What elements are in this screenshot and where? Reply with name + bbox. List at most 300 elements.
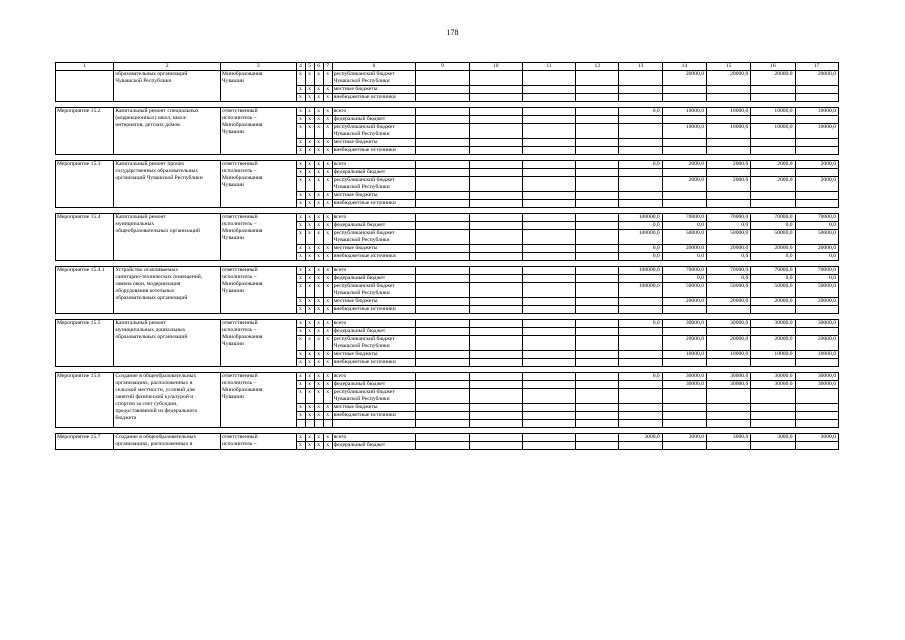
- value-cell: [707, 86, 751, 94]
- value-cell: [576, 420, 619, 428]
- value-cell: 3000,0: [795, 434, 838, 442]
- value-cell: [576, 131, 619, 139]
- value-cell: 2000,0: [795, 161, 838, 169]
- value-cell: [707, 420, 751, 428]
- code-cell: x: [296, 328, 305, 336]
- value-cell: [469, 131, 522, 139]
- code-cell: x: [323, 320, 332, 328]
- code-cell: x: [296, 222, 305, 230]
- executor: [221, 161, 296, 208]
- value-cell: [619, 290, 662, 298]
- value-cell: [576, 94, 619, 102]
- code-cell: x: [305, 86, 314, 94]
- value-cell: 100000,0: [619, 283, 662, 291]
- value-cell: [751, 131, 795, 139]
- funding-source: Чувашской Республики: [332, 343, 416, 351]
- executor-line: исполнитель –: [222, 168, 257, 174]
- value-cell: [795, 290, 838, 298]
- value-cell: [469, 306, 522, 314]
- value-cell: 3000,0: [662, 434, 706, 442]
- code-cell: x: [323, 124, 332, 132]
- code-cell: x: [296, 373, 305, 381]
- value-cell: [522, 442, 575, 450]
- value-cell: [469, 396, 522, 404]
- value-cell: [469, 434, 522, 442]
- code-cell: [305, 343, 314, 351]
- value-cell: 70000,0: [707, 267, 751, 275]
- code-cell: x: [314, 359, 323, 367]
- value-cell: [795, 396, 838, 404]
- code-cell: x: [296, 94, 305, 102]
- code-cell: x: [296, 359, 305, 367]
- funding-source: внебюджетные источники: [332, 200, 416, 208]
- value-cell: [751, 86, 795, 94]
- value-cell: [469, 420, 522, 428]
- value-cell: [619, 343, 662, 351]
- value-cell: [416, 230, 469, 238]
- value-cell: [751, 442, 795, 450]
- measure-name-line: предоставляемой из федерального: [115, 408, 198, 414]
- executor-line: исполнитель –: [222, 441, 257, 447]
- measure-name: [114, 71, 221, 102]
- code-cell: x: [296, 200, 305, 208]
- value-cell: [576, 161, 619, 169]
- header-cell: 12: [576, 63, 619, 71]
- code-cell: [305, 131, 314, 139]
- funding-source: республиканский бюджет: [332, 71, 416, 79]
- executor-line: Минобразования: [222, 334, 263, 340]
- executor-line: Минобразования: [222, 387, 263, 393]
- value-cell: [522, 343, 575, 351]
- value-cell: [662, 343, 706, 351]
- value-cell: [576, 184, 619, 192]
- code-cell: [323, 396, 332, 404]
- funding-source: Чувашской Республики: [332, 184, 416, 192]
- value-cell: [795, 131, 838, 139]
- value-cell: [619, 328, 662, 336]
- value-cell: [751, 184, 795, 192]
- value-cell: 30000,0: [795, 373, 838, 381]
- value-cell: [522, 351, 575, 359]
- value-cell: [662, 184, 706, 192]
- code-cell: x: [314, 275, 323, 283]
- value-cell: [751, 139, 795, 147]
- code-cell: x: [305, 177, 314, 185]
- funding-source: внебюджетные источники: [332, 306, 416, 314]
- code-cell: x: [314, 389, 323, 397]
- value-cell: 50000,0: [751, 230, 795, 238]
- value-cell: 30000,0: [707, 320, 751, 328]
- value-cell: 20000,0: [707, 71, 751, 79]
- code-cell: x: [323, 389, 332, 397]
- value-cell: [751, 116, 795, 124]
- code-cell: [314, 420, 323, 428]
- executor-line: Минобразования: [222, 228, 263, 234]
- value-cell: [662, 131, 706, 139]
- value-cell: [416, 78, 469, 86]
- header-cell: 17: [795, 63, 838, 71]
- value-cell: [795, 237, 838, 245]
- value-cell: [707, 147, 751, 155]
- value-cell: [619, 86, 662, 94]
- value-cell: [751, 359, 795, 367]
- value-cell: [795, 192, 838, 200]
- value-cell: 20000,0: [795, 336, 838, 344]
- code-cell: x: [296, 147, 305, 155]
- value-cell: 2000,0: [795, 177, 838, 185]
- value-cell: 50000,0: [707, 283, 751, 291]
- value-cell: [469, 373, 522, 381]
- executor-line: Чувашии: [222, 235, 244, 241]
- measure-name-line: сельской местности, условий для: [115, 387, 195, 393]
- value-cell: [522, 237, 575, 245]
- code-cell: x: [305, 147, 314, 155]
- code-cell: x: [305, 124, 314, 132]
- value-cell: [469, 71, 522, 79]
- value-cell: [662, 412, 706, 420]
- value-cell: [522, 336, 575, 344]
- value-cell: [576, 396, 619, 404]
- value-cell: 30000,0: [662, 373, 706, 381]
- value-cell: [576, 245, 619, 253]
- value-cell: [576, 359, 619, 367]
- funding-source: республиканский бюджет: [332, 389, 416, 397]
- code-cell: x: [323, 412, 332, 420]
- funding-source: республиканский бюджет: [332, 336, 416, 344]
- value-cell: 0,0: [619, 108, 662, 116]
- value-cell: [576, 78, 619, 86]
- code-cell: x: [296, 306, 305, 314]
- code-cell: x: [323, 336, 332, 344]
- value-cell: [707, 200, 751, 208]
- measure-name-line: Создание в общеобразовательных: [115, 373, 197, 379]
- measure-name: [114, 373, 221, 428]
- value-cell: [522, 200, 575, 208]
- code-cell: x: [323, 222, 332, 230]
- value-cell: [619, 116, 662, 124]
- executor-line: ответственный: [222, 373, 258, 379]
- value-cell: [416, 131, 469, 139]
- code-cell: [323, 237, 332, 245]
- header-cell: 15: [707, 63, 751, 71]
- value-cell: [619, 184, 662, 192]
- value-cell: 70000,0: [751, 267, 795, 275]
- value-cell: [576, 442, 619, 450]
- code-cell: [314, 184, 323, 192]
- funding-source: федеральный бюджет: [332, 381, 416, 389]
- code-cell: x: [296, 108, 305, 116]
- code-cell: x: [323, 434, 332, 442]
- value-cell: 10000,0: [707, 351, 751, 359]
- value-cell: [469, 298, 522, 306]
- code-cell: [314, 237, 323, 245]
- code-cell: x: [314, 108, 323, 116]
- value-cell: 20000,0: [795, 71, 838, 79]
- measure-name-line: образовательных организаций: [115, 334, 188, 340]
- value-cell: [751, 412, 795, 420]
- header-cell: 9: [416, 63, 469, 71]
- value-cell: [795, 328, 838, 336]
- value-cell: [619, 396, 662, 404]
- measure-name: [114, 108, 221, 155]
- code-cell: x: [296, 336, 305, 344]
- value-cell: [795, 78, 838, 86]
- value-cell: [707, 442, 751, 450]
- code-cell: x: [314, 336, 323, 344]
- header-cell: 3: [221, 63, 296, 71]
- code-cell: x: [314, 306, 323, 314]
- value-cell: [469, 351, 522, 359]
- value-cell: [416, 320, 469, 328]
- value-cell: [576, 389, 619, 397]
- value-cell: [576, 275, 619, 283]
- value-cell: [795, 306, 838, 314]
- value-cell: 2000,0: [707, 177, 751, 185]
- header-cell: 2: [114, 63, 221, 71]
- value-cell: [522, 116, 575, 124]
- value-cell: 10000,0: [795, 124, 838, 132]
- header-cell: 8: [332, 63, 416, 71]
- value-cell: [469, 78, 522, 86]
- value-cell: 0,0: [795, 253, 838, 261]
- value-cell: [795, 404, 838, 412]
- value-cell: [576, 230, 619, 238]
- value-cell: [576, 116, 619, 124]
- code-cell: x: [314, 245, 323, 253]
- executor-line: Чувашии: [222, 129, 244, 135]
- code-cell: [296, 290, 305, 298]
- code-cell: x: [305, 359, 314, 367]
- value-cell: [619, 420, 662, 428]
- value-cell: 2000,0: [751, 177, 795, 185]
- value-cell: [619, 404, 662, 412]
- code-cell: x: [305, 192, 314, 200]
- code-cell: x: [323, 298, 332, 306]
- measure-name-line: организациях, расположенных в: [115, 441, 193, 447]
- value-cell: [469, 116, 522, 124]
- value-cell: [416, 214, 469, 222]
- value-cell: [522, 108, 575, 116]
- value-cell: [795, 169, 838, 177]
- measure-code: Мероприятие 15.4.1: [56, 267, 114, 314]
- code-cell: x: [323, 442, 332, 450]
- measure-name-line: образовательных организаций: [115, 295, 188, 301]
- value-cell: 10000,0: [707, 124, 751, 132]
- code-cell: x: [305, 389, 314, 397]
- value-cell: [662, 306, 706, 314]
- value-cell: 0,0: [707, 222, 751, 230]
- value-cell: [619, 359, 662, 367]
- funding-source: федеральный бюджет: [332, 442, 416, 450]
- funding-source: республиканский бюджет: [332, 177, 416, 185]
- value-cell: 10000,0: [795, 351, 838, 359]
- code-cell: x: [314, 253, 323, 261]
- value-cell: 30000,0: [662, 381, 706, 389]
- value-cell: [795, 420, 838, 428]
- header-cell: 6: [314, 63, 323, 71]
- code-cell: x: [323, 230, 332, 238]
- funding-source: Чувашской Республики: [332, 237, 416, 245]
- value-cell: [576, 108, 619, 116]
- value-cell: 70000,0: [662, 214, 706, 222]
- value-cell: [522, 404, 575, 412]
- value-cell: [576, 267, 619, 275]
- value-cell: [416, 169, 469, 177]
- financing-table: [55, 62, 839, 450]
- funding-source: местные бюджеты: [332, 139, 416, 147]
- header-cell: 11: [522, 63, 575, 71]
- value-cell: [662, 389, 706, 397]
- value-cell: 10000,0: [751, 124, 795, 132]
- code-cell: x: [314, 71, 323, 79]
- value-cell: [662, 359, 706, 367]
- value-cell: [662, 396, 706, 404]
- code-cell: x: [323, 359, 332, 367]
- value-cell: 2000,0: [662, 177, 706, 185]
- code-cell: x: [296, 404, 305, 412]
- code-cell: [305, 237, 314, 245]
- code-cell: x: [323, 169, 332, 177]
- executor: [221, 320, 296, 367]
- executor-line: ответственный: [222, 434, 258, 440]
- value-cell: 3000,0: [619, 434, 662, 442]
- code-cell: [305, 184, 314, 192]
- value-cell: 20000,0: [662, 298, 706, 306]
- funding-source: внебюджетные источники: [332, 359, 416, 367]
- value-cell: [469, 343, 522, 351]
- value-cell: [522, 192, 575, 200]
- measure-name-line: муниципальных: [115, 221, 155, 227]
- table-row: [56, 434, 839, 442]
- executor-line: ответственный: [222, 108, 258, 114]
- value-cell: [751, 290, 795, 298]
- value-cell: [522, 177, 575, 185]
- code-cell: x: [305, 116, 314, 124]
- value-cell: 2000,0: [751, 161, 795, 169]
- value-cell: [469, 290, 522, 298]
- value-cell: [619, 389, 662, 397]
- value-cell: [576, 147, 619, 155]
- code-cell: x: [305, 94, 314, 102]
- executor: [221, 434, 296, 450]
- value-cell: [707, 396, 751, 404]
- code-cell: x: [305, 351, 314, 359]
- value-cell: [416, 389, 469, 397]
- value-cell: [751, 94, 795, 102]
- value-cell: 10000,0: [662, 124, 706, 132]
- measure-name-line: Капитальный ремонт: [115, 214, 166, 220]
- funding-source: республиканский бюджет: [332, 283, 416, 291]
- funding-source: федеральный бюджет: [332, 169, 416, 177]
- value-cell: [707, 169, 751, 177]
- value-cell: [522, 306, 575, 314]
- value-cell: 10000,0: [662, 351, 706, 359]
- measure-name-line: Капитальный ремонт: [115, 320, 166, 326]
- value-cell: [416, 71, 469, 79]
- value-cell: [707, 139, 751, 147]
- value-cell: [576, 290, 619, 298]
- executor: [221, 108, 296, 155]
- code-cell: x: [314, 230, 323, 238]
- code-cell: x: [323, 116, 332, 124]
- value-cell: [416, 404, 469, 412]
- value-cell: [751, 306, 795, 314]
- funding-source: всего: [332, 108, 416, 116]
- header-cell: 4: [296, 63, 305, 71]
- value-cell: 100000,0: [619, 230, 662, 238]
- value-cell: [751, 147, 795, 155]
- value-cell: [751, 237, 795, 245]
- value-cell: [576, 86, 619, 94]
- value-cell: [662, 420, 706, 428]
- value-cell: [707, 131, 751, 139]
- value-cell: [795, 200, 838, 208]
- funding-source: местные бюджеты: [332, 298, 416, 306]
- value-cell: [469, 412, 522, 420]
- code-cell: x: [296, 124, 305, 132]
- code-cell: x: [323, 177, 332, 185]
- value-cell: [416, 267, 469, 275]
- value-cell: [416, 147, 469, 155]
- value-cell: [619, 139, 662, 147]
- code-cell: x: [305, 320, 314, 328]
- code-cell: x: [296, 230, 305, 238]
- value-cell: [416, 381, 469, 389]
- value-cell: 0,0: [619, 253, 662, 261]
- value-cell: [662, 200, 706, 208]
- code-cell: x: [296, 267, 305, 275]
- value-cell: 10000,0: [751, 108, 795, 116]
- code-cell: x: [296, 381, 305, 389]
- value-cell: 0,0: [707, 253, 751, 261]
- code-cell: [323, 184, 332, 192]
- code-cell: x: [305, 169, 314, 177]
- value-cell: [619, 131, 662, 139]
- value-cell: [522, 396, 575, 404]
- page-number: 178: [446, 28, 459, 37]
- value-cell: [416, 245, 469, 253]
- value-cell: [662, 328, 706, 336]
- value-cell: [619, 298, 662, 306]
- value-cell: [522, 381, 575, 389]
- value-cell: [522, 161, 575, 169]
- value-cell: [619, 351, 662, 359]
- value-cell: [416, 275, 469, 283]
- executor: [221, 373, 296, 428]
- value-cell: [522, 147, 575, 155]
- funding-source: Чувашской Республики: [332, 396, 416, 404]
- code-cell: x: [323, 351, 332, 359]
- measure-name-line: спортом за счет субсидии,: [115, 401, 178, 407]
- measure-name: [114, 267, 221, 314]
- value-cell: [576, 237, 619, 245]
- value-cell: [576, 298, 619, 306]
- value-cell: [416, 253, 469, 261]
- value-cell: [469, 192, 522, 200]
- funding-source: внебюджетные источники: [332, 412, 416, 420]
- code-cell: [314, 343, 323, 351]
- value-cell: [469, 237, 522, 245]
- value-cell: [522, 86, 575, 94]
- value-cell: [795, 442, 838, 450]
- executor-line: исполнитель –: [222, 115, 257, 121]
- value-cell: [619, 192, 662, 200]
- value-cell: 30000,0: [751, 320, 795, 328]
- value-cell: [416, 290, 469, 298]
- value-cell: [795, 139, 838, 147]
- funding-source: федеральный бюджет: [332, 116, 416, 124]
- code-cell: x: [305, 328, 314, 336]
